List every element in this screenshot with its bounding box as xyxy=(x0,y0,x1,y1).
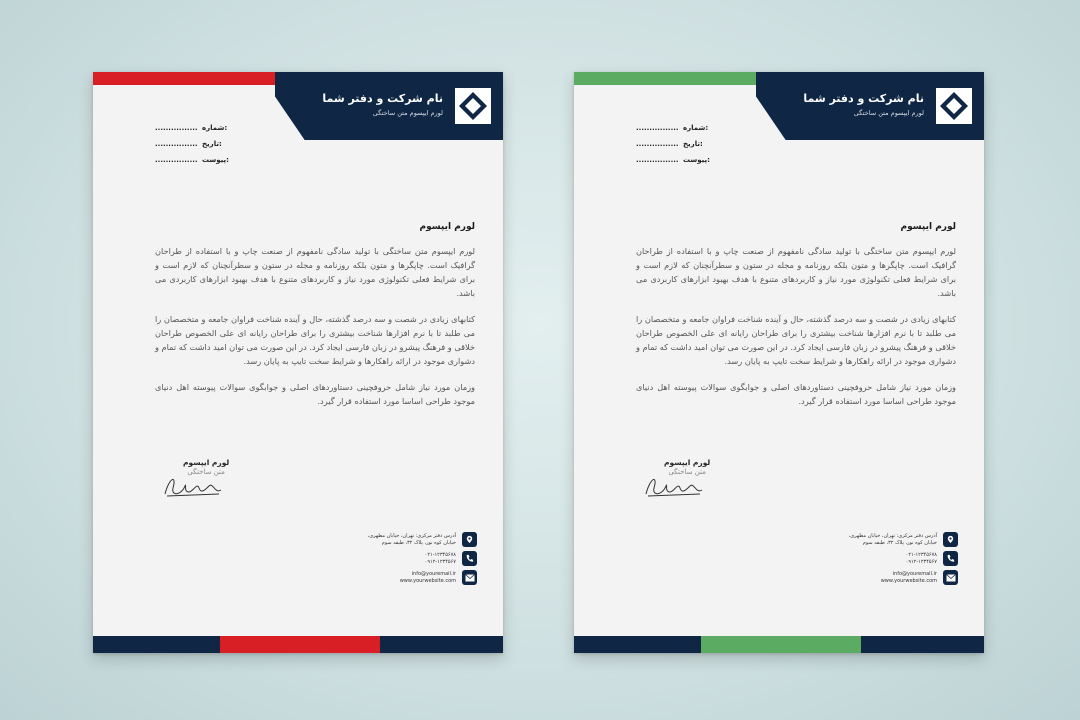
meta-number-label: شماره: xyxy=(682,124,709,132)
diamond-logo-icon xyxy=(453,86,493,126)
diamond-logo-icon xyxy=(934,86,974,126)
meta-date-label: تاریخ: xyxy=(682,140,703,148)
company-subtitle: لورم ایپسوم متن ساختگی xyxy=(853,109,924,117)
meta-attachment-label: پیوست: xyxy=(201,156,229,164)
company-subtitle: لورم ایپسوم متن ساختگی xyxy=(372,109,443,117)
signature-scribble xyxy=(157,470,227,504)
meta-dots: ................ xyxy=(636,156,679,164)
meta-dots: ................ xyxy=(636,124,679,132)
phone-icon xyxy=(943,551,958,566)
meta-dots: ................ xyxy=(155,124,198,132)
signature-name: لورم ایپسوم xyxy=(183,458,230,467)
envelope-icon xyxy=(943,570,958,585)
paragraph: وزمان مورد نیاز شامل حروفچینی دستاوردهای اصلی و جوابگوی سوالات پیوسته اهل دنیای موجود طراحی اساسا مورد استفاده قرار گیرد. xyxy=(155,382,475,406)
address-line2: خیابان کوه نور، پلاک ۳۲، طبقه سوم xyxy=(381,539,456,546)
contact-block xyxy=(368,532,477,589)
letter-title: لورم ایپسوم xyxy=(900,222,956,232)
contact-address xyxy=(368,532,477,547)
signature-block xyxy=(183,458,229,476)
address-line1: آدرس دفتر مرکزی: تهران، خیابان مطهری، xyxy=(367,532,456,539)
letter-title: لورم ایپسوم xyxy=(419,222,475,232)
phone-1: ۰۲۱-۱۲۳۴۵۶۷۸ xyxy=(905,551,937,558)
meta-dots: ................ xyxy=(636,140,679,148)
bottom-bar xyxy=(93,636,503,653)
contact-phone xyxy=(849,551,958,566)
website-url: www.yourwebsite.com xyxy=(399,577,456,584)
website-url: www.yourwebsite.com xyxy=(880,577,937,584)
envelope-icon xyxy=(462,570,477,585)
paragraph: کتابهای زیادی در شصت و سه درصد گذشته، حال و آینده شناخت فراوان جامعه و متخصصان را می طلبد تا با نرم افزارها شناخت بیشتری را برای طراحان رایانه ای علی الخصوص طراحان خلاقی و فرهنگ پیشرو در زبان فارسی ایجاد کرد. در این صورت می توان امید داشت که تمام و دشواری موجود در ارائه راهکارها و شرایط سخت تایپ به پایان رسد. xyxy=(636,314,956,366)
meta-fields xyxy=(155,120,275,168)
bottom-seg-accent xyxy=(220,636,380,653)
bottom-seg-navy xyxy=(861,636,984,653)
meta-date-label: تاریخ: xyxy=(201,140,222,148)
meta-date xyxy=(155,136,275,152)
signature-title: متن ساختگی xyxy=(668,468,706,476)
email-address: info@youremail.ir xyxy=(892,570,937,577)
phone-icon xyxy=(462,551,477,566)
paragraph: وزمان مورد نیاز شامل حروفچینی دستاوردهای اصلی و جوابگوی سوالات پیوسته اهل دنیای موجود طراحی اساسا مورد استفاده قرار گیرد. xyxy=(636,382,956,406)
paragraph: لورم ایپسوم متن ساختگی با تولید سادگی نامفهوم از صنعت چاپ و با استفاده از طراحان گرافیک است. چاپگرها و متون بلکه روزنامه و مجله در ستون و سطرآنچنان که لازم است و برای شرایط فعلی تکنولوژی مورد نیاز و کاربردهای متنوع با هدف بهبود ابزارهای کاربردی می باشد. xyxy=(636,246,956,298)
contact-address xyxy=(849,532,958,547)
letterhead-green xyxy=(574,72,984,653)
address-line2: خیابان کوه نور، پلاک ۳۲، طبقه سوم xyxy=(862,539,937,546)
paragraph: کتابهای زیادی در شصت و سه درصد گذشته، حال و آینده شناخت فراوان جامعه و متخصصان را می طلبد تا با نرم افزارها شناخت بیشتری را برای طراحان رایانه ای علی الخصوص طراحان خلاقی و فرهنگ پیشرو در زبان فارسی ایجاد کرد. در این صورت می توان امید داشت که تمام و دشواری موجود در ارائه راهکارها و شرایط سخت تایپ به پایان رسد. xyxy=(155,314,475,366)
location-pin-icon xyxy=(943,532,958,547)
bottom-seg-accent xyxy=(701,636,861,653)
meta-fields xyxy=(636,120,756,168)
letter-body xyxy=(636,220,956,420)
contact-phone xyxy=(368,551,477,566)
signature-title: متن ساختگی xyxy=(187,468,225,476)
meta-number xyxy=(636,120,756,136)
signature-scribble xyxy=(638,470,708,504)
letterhead-red xyxy=(93,72,503,653)
meta-attachment-label: پیوست: xyxy=(682,156,710,164)
bottom-seg-navy xyxy=(93,636,220,653)
bottom-bar xyxy=(574,636,984,653)
meta-date xyxy=(636,136,756,152)
contact-email xyxy=(368,570,477,585)
email-address: info@youremail.ir xyxy=(411,570,456,577)
meta-dots: ................ xyxy=(155,156,198,164)
location-pin-icon xyxy=(462,532,477,547)
meta-dots: ................ xyxy=(155,140,198,148)
meta-number-label: شماره: xyxy=(201,124,228,132)
signature-name: لورم ایپسوم xyxy=(664,458,711,467)
contact-block xyxy=(849,532,958,589)
meta-attachment xyxy=(155,152,275,168)
letter-body xyxy=(155,220,475,420)
address-line1: آدرس دفتر مرکزی: تهران، خیابان مطهری، xyxy=(848,532,937,539)
phone-2: ۰۹۱۲-۱۲۳۴۵۶۷ xyxy=(905,558,937,565)
company-block xyxy=(803,92,924,117)
bottom-seg-navy xyxy=(574,636,701,653)
meta-attachment xyxy=(636,152,756,168)
company-block xyxy=(322,92,443,117)
phone-2: ۰۹۱۲-۱۲۳۴۵۶۷ xyxy=(424,558,456,565)
paragraph: لورم ایپسوم متن ساختگی با تولید سادگی نامفهوم از صنعت چاپ و با استفاده از طراحان گرافیک است. چاپگرها و متون بلکه روزنامه و مجله در ستون و سطرآنچنان که لازم است و برای شرایط فعلی تکنولوژی مورد نیاز و کاربردهای متنوع با هدف بهبود ابزارهای کاربردی می باشد. xyxy=(155,246,475,298)
company-name: نام شرکت و دفتر شما xyxy=(803,92,924,105)
company-name: نام شرکت و دفتر شما xyxy=(322,92,443,105)
bottom-seg-navy xyxy=(380,636,503,653)
meta-number xyxy=(155,120,275,136)
phone-1: ۰۲۱-۱۲۳۴۵۶۷۸ xyxy=(424,551,456,558)
signature-block xyxy=(664,458,710,476)
contact-email xyxy=(849,570,958,585)
